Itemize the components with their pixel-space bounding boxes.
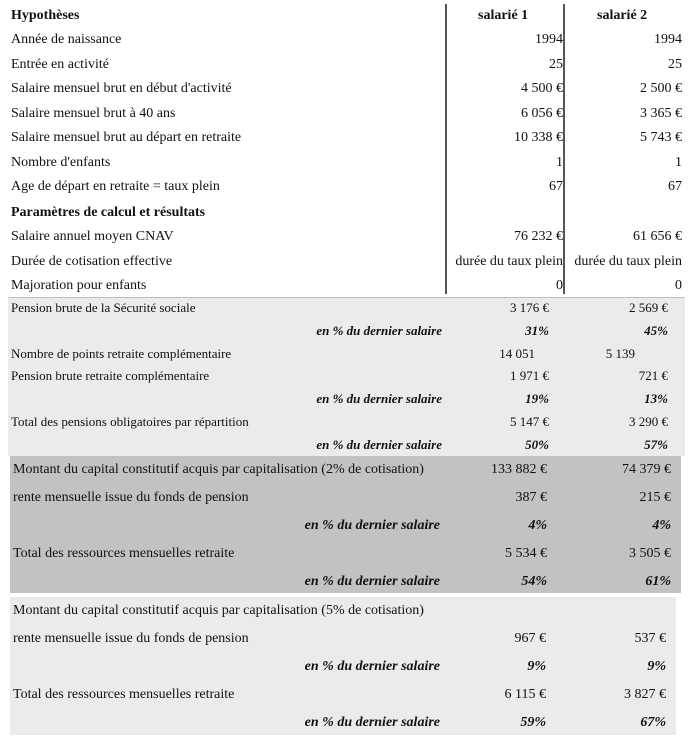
row-label: Durée de cotisation effective [11, 253, 173, 269]
value-salarie-2: 25 [668, 56, 682, 72]
value-salarie-2: 61% [645, 574, 671, 589]
row-label: Entrée en activité [11, 56, 109, 72]
column-header-salarie-1: salarié 1 [478, 8, 529, 23]
value-salarie-1: 967 € [514, 631, 546, 646]
value-salarie-2: 4% [652, 518, 671, 533]
table-row [0, 53, 690, 77]
table-row [10, 599, 676, 623]
value-salarie-2: durée du taux plein [574, 253, 682, 269]
table-row [10, 458, 681, 482]
block-repartition [8, 297, 685, 456]
value-salarie-2: 1994 [654, 32, 682, 47]
row-label: Pension brute retraite complémentaire [11, 368, 210, 384]
value-salarie-1: 387 € [515, 490, 547, 505]
row-label: Montant du capital constitutif acquis par capitalisation (2% de cotisation) [13, 462, 424, 477]
value-salarie-1: 19% [525, 391, 549, 407]
section-title-hypotheses: Hypothèses [11, 8, 80, 23]
value-salarie-2: 67 [668, 179, 682, 194]
value-salarie-2: 537 € [634, 631, 666, 646]
row-label: Salaire mensuel brut en début d'activité [11, 81, 232, 96]
value-salarie-1: 25 [549, 56, 563, 72]
value-salarie-2: 3 505 € [629, 546, 671, 561]
block-capitalisation-2pct [10, 456, 681, 593]
section-title-parametres: Paramètres de calcul et résultats [11, 205, 206, 220]
row-label: Age de départ en retraite = taux plein [11, 179, 220, 194]
table-row [0, 250, 690, 274]
value-salarie-1: 31% [525, 322, 549, 338]
value-salarie-1: 9% [527, 659, 546, 674]
row-label: rente mensuelle issue du fonds de pension [13, 490, 249, 505]
value-salarie-2: 57% [644, 436, 668, 452]
value-salarie-1: 76 232 € [514, 229, 563, 244]
percent-label: en % du dernier salaire [304, 715, 440, 730]
value-salarie-1: 5 534 € [505, 546, 547, 561]
percent-label: en % du dernier salaire [304, 574, 440, 589]
header-row [0, 4, 690, 28]
block-capitalisation-5pct [10, 597, 676, 735]
value-salarie-1: 4% [528, 518, 547, 533]
value-salarie-2: 2 500 € [640, 81, 682, 96]
value-salarie-2: 721 € [638, 368, 668, 384]
value-salarie-2: 5 743 € [640, 130, 682, 145]
value-salarie-1: 5 147 € [510, 414, 549, 429]
table-row [10, 486, 681, 510]
table-row [0, 77, 690, 101]
value-salarie-2: 5 139 [605, 345, 635, 361]
value-salarie-1: 59% [520, 715, 546, 730]
table-row [0, 28, 690, 52]
table-row [8, 387, 685, 411]
percent-label: en % du dernier salaire [316, 391, 442, 407]
value-salarie-2: 3 827 € [624, 687, 666, 702]
percent-label: en % du dernier salaire [316, 436, 442, 452]
value-salarie-2: 0 [675, 278, 682, 293]
value-salarie-1: 3 176 € [510, 300, 549, 315]
value-salarie-2: 13% [644, 391, 668, 407]
table-row [0, 175, 690, 199]
table-row [0, 274, 690, 298]
value-salarie-1: 54% [521, 574, 547, 589]
row-label: Salaire annuel moyen CNAV [11, 229, 174, 244]
value-salarie-2: 61 656 € [633, 229, 682, 244]
value-salarie-1: 50% [525, 436, 549, 452]
row-label: Salaire mensuel brut à 40 ans [11, 105, 176, 121]
table-row [8, 296, 685, 320]
value-salarie-2: 74 379 € [622, 462, 671, 477]
value-salarie-1: 133 882 € [491, 462, 547, 477]
table-row [8, 319, 685, 343]
value-salarie-1: 0 [556, 278, 563, 293]
row-label: Majoration pour enfants [11, 278, 147, 293]
value-salarie-1: 67 [549, 179, 563, 194]
value-salarie-1: 1994 [535, 32, 563, 47]
value-salarie-1: 14 051 [499, 345, 535, 361]
value-salarie-2: 3 290 € [629, 414, 668, 429]
table-row [10, 683, 676, 707]
table-row [0, 102, 690, 126]
value-salarie-2: 67% [640, 715, 666, 730]
row-label: Total des pensions obligatoires par répartition [11, 414, 249, 429]
value-salarie-1: durée du taux plein [455, 253, 563, 269]
table-row [0, 225, 690, 249]
value-salarie-1: 10 338 € [514, 130, 563, 145]
value-salarie-2: 215 € [639, 490, 671, 505]
value-salarie-2: 3 365 € [640, 105, 682, 121]
value-salarie-1: 6 056 € [521, 105, 563, 121]
table-row [10, 711, 676, 735]
value-salarie-1: 1 [556, 154, 563, 170]
section-title-row [0, 201, 690, 225]
percent-label: en % du dernier salaire [304, 659, 440, 674]
table-row [0, 151, 690, 175]
table-row [8, 433, 685, 457]
table-row [8, 342, 685, 366]
row-label: Pension brute de la Sécurité sociale [11, 300, 196, 315]
row-label: rente mensuelle issue du fonds de pension [13, 631, 249, 646]
row-label: Année de naissance [11, 32, 122, 47]
value-salarie-2: 45% [644, 322, 668, 338]
table-row [10, 627, 676, 651]
table-row [10, 655, 676, 679]
value-salarie-2: 9% [647, 659, 666, 674]
row-label: Nombre d'enfants [11, 154, 111, 170]
row-label: Montant du capital constitutif acquis par capitalisation (5% de cotisation) [13, 603, 424, 618]
percent-label: en % du dernier salaire [304, 518, 440, 533]
table-row [0, 126, 690, 150]
percent-label: en % du dernier salaire [316, 322, 442, 338]
table-row [8, 364, 685, 388]
value-salarie-2: 2 569 € [629, 300, 668, 315]
row-label: Nombre de points retraite complémentaire [11, 345, 232, 361]
row-label: Total des ressources mensuelles retraite [13, 687, 235, 702]
table-row [10, 542, 681, 566]
value-salarie-1: 6 115 € [504, 687, 546, 702]
table-row [8, 410, 685, 434]
value-salarie-2: 1 [675, 154, 682, 170]
table-row [10, 570, 681, 594]
row-label: Salaire mensuel brut au départ en retraite [11, 130, 242, 145]
row-label: Total des ressources mensuelles retraite [13, 546, 235, 561]
table-row [10, 514, 681, 538]
column-header-salarie-2: salarié 2 [597, 8, 648, 23]
value-salarie-1: 1 971 € [510, 368, 549, 384]
value-salarie-1: 4 500 € [521, 81, 563, 96]
